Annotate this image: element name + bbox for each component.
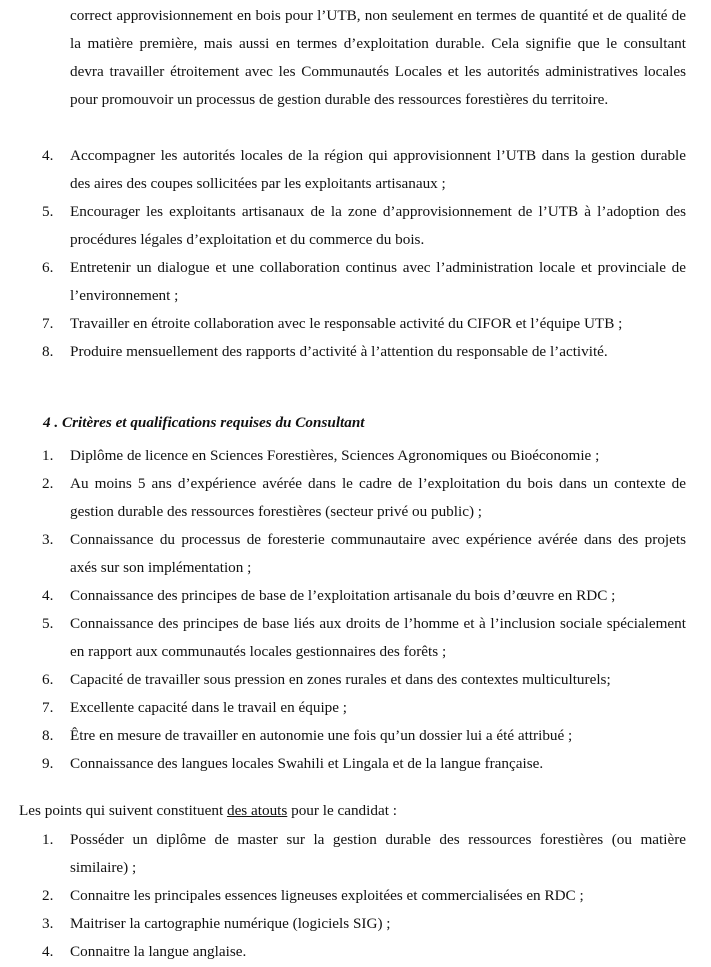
item-number: 6.	[42, 259, 54, 276]
list-item	[42, 582, 686, 610]
item-text: Diplôme de licence en Sciences Forestières, Sciences Agronomiques ou Bioéconomie ;	[70, 447, 600, 464]
item-number: 5.	[42, 203, 54, 220]
item-number: 7.	[42, 315, 54, 332]
assets-intro-underlined: des atouts	[226, 802, 288, 819]
item-text: Connaissance des principes de base de l’exploitation artisanale du bois d’œuvre en RDC ;	[70, 587, 616, 604]
list-item	[42, 938, 686, 966]
item-text: Capacité de travailler sous pression en zones rurales et dans des contextes multiculturels;	[70, 671, 611, 688]
list-item	[42, 910, 686, 938]
item-number: 4.	[42, 943, 54, 960]
item-number: 8.	[42, 727, 54, 744]
item-number: 7.	[42, 699, 54, 716]
item-text: Connaissance du processus de foresterie communautaire avec expérience avérée dans des projets axés sur son implémentation ;	[70, 531, 686, 576]
item-number: 1.	[42, 831, 54, 848]
item-text: Entretenir un dialogue et une collaboration continus avec l’administration locale et provinciale de l’environnement ;	[70, 259, 686, 304]
list-item	[42, 750, 686, 778]
list-item	[42, 310, 686, 338]
item-number: 6.	[42, 671, 54, 688]
list-item	[42, 722, 686, 750]
list-item	[42, 442, 686, 470]
list-item	[42, 470, 686, 526]
item-text: Produire mensuellement des rapports d’activité à l’attention du responsable de l’activité.	[70, 343, 608, 360]
item-number: 2.	[42, 475, 54, 492]
item-text: Posséder un diplôme de master sur la gestion durable des ressources forestières (ou matière similaire) ;	[70, 831, 686, 876]
item-text: Excellente capacité dans le travail en équipe ;	[70, 699, 348, 716]
item-text: Travailler en étroite collaboration avec le responsable activité du CIFOR et l’équipe UTB ;	[70, 315, 623, 332]
item-text: Connaissance des langues locales Swahili et Lingala et de la langue française.	[70, 755, 544, 772]
list-item	[42, 882, 686, 910]
assets-intro-before: Les points qui suivent constituent	[19, 802, 227, 819]
list-item	[42, 526, 686, 582]
item-number: 4.	[42, 147, 54, 164]
item-number: 3.	[42, 531, 54, 548]
item-text: Encourager les exploitants artisanaux de la zone d’approvisionnement de l’UTB à l’adoption des procédures légales d’exploitation et du commerce du bois.	[70, 203, 686, 248]
item-number: 8.	[42, 343, 54, 360]
list-item	[42, 610, 686, 666]
item-text: Accompagner les autorités locales de la région qui approvisionnent l’UTB dans la gestion durable des aires des coupes sollicitées par les exploitants artisanaux ;	[70, 147, 686, 192]
list-item	[42, 254, 686, 310]
list-item	[42, 666, 686, 694]
item-text: correct approvisionnement en bois pour l’UTB, non seulement en termes de quantité et de qualité de la matière première, mais aussi en termes d’exploitation durable. Cela signifie que le consultant devra travailler étroitement avec les Communautés Locales et les autorités administratives locales pour promouvoir un processus de gestion durable des ressources forestières du territoire.	[70, 7, 686, 108]
item-number: 2.	[42, 887, 54, 904]
item-number: 9.	[42, 755, 54, 772]
item-text: Connaitre la langue anglaise.	[70, 943, 247, 960]
list-item	[42, 338, 686, 366]
assets-intro-after: pour le candidat :	[287, 802, 397, 819]
item-number: 5.	[42, 615, 54, 632]
list-item	[42, 826, 686, 882]
item-text: Au moins 5 ans d’expérience avérée dans le cadre de l’exploitation du bois dans un contexte de gestion durable des ressources forestières (secteur privé ou public) ;	[70, 475, 686, 520]
item-text: Être en mesure de travailler en autonomie une fois qu’un dossier lui a été attribué ;	[70, 727, 573, 744]
item-number: 3.	[42, 915, 54, 932]
assets-intro	[19, 797, 397, 825]
list-item-continuation	[70, 2, 686, 114]
item-number: 4.	[42, 587, 54, 604]
item-text: Connaitre les principales essences ligneuses exploitées et commercialisées en RDC ;	[70, 887, 584, 904]
item-text: Maitriser la cartographie numérique (logiciels SIG) ;	[70, 915, 391, 932]
item-number: 1.	[42, 447, 54, 464]
item-text: Connaissance des principes de base liés aux droits de l’homme et à l’inclusion sociale spécialement en rapport aux communautés locales gestionnaires des forêts ;	[70, 615, 686, 660]
list-item	[42, 198, 686, 254]
section-heading: 4 . Critères et qualifications requises du Consultant	[43, 414, 365, 431]
list-item	[42, 142, 686, 198]
list-item	[42, 694, 686, 722]
